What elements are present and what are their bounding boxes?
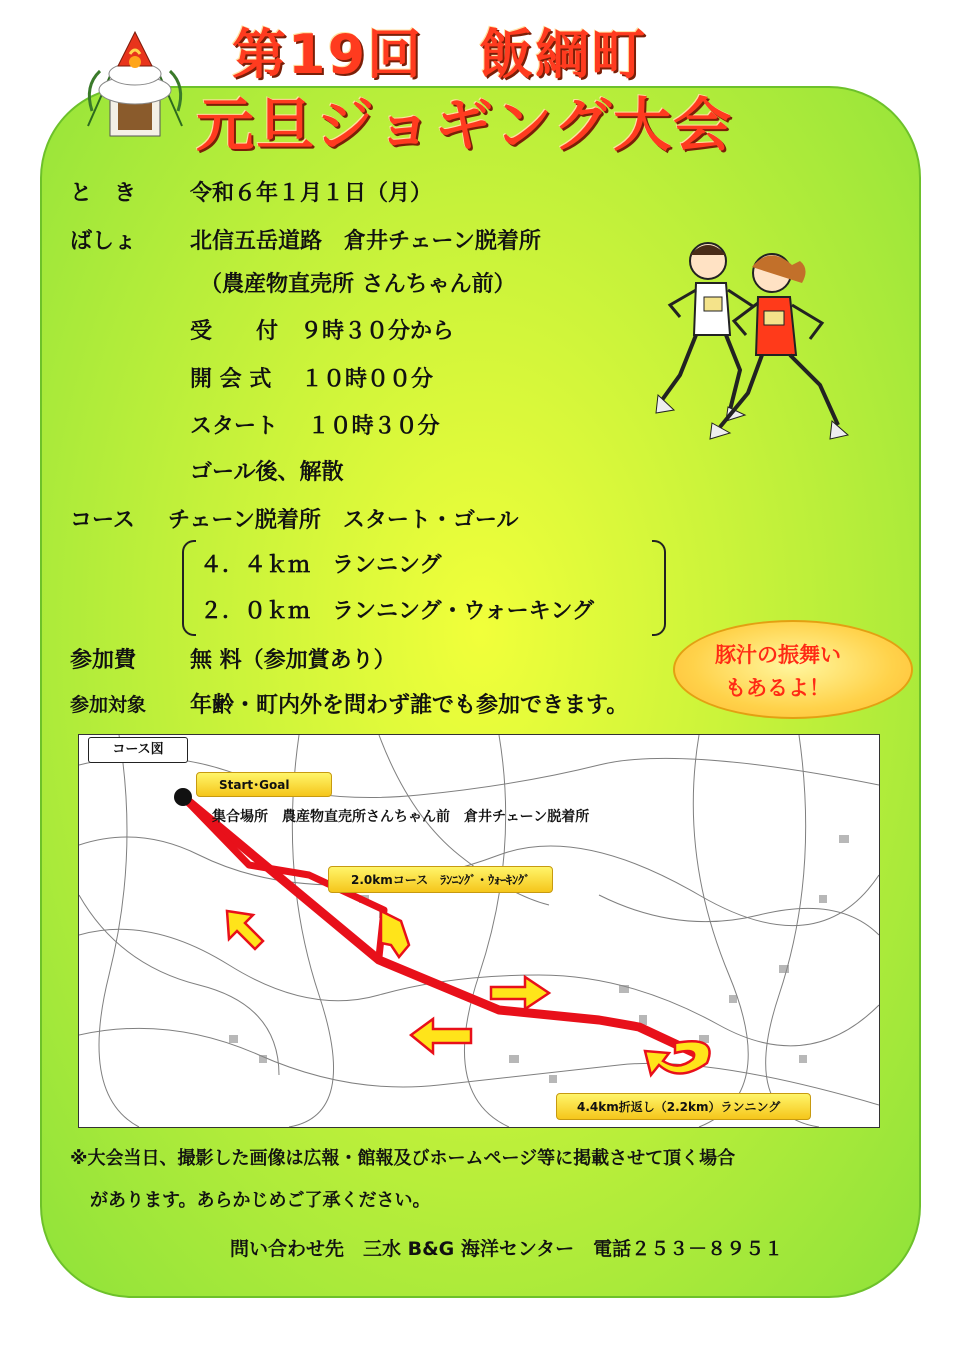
bubble-line-1: 豚汁の振舞い <box>715 643 841 667</box>
fee-label: 参加費 <box>70 648 137 673</box>
bubble-line-2: もあるよ！ <box>725 676 830 700</box>
place-label: ばしょ <box>70 229 137 254</box>
course-4-4km-label: 4.4km折返し（2.2km）ランニング <box>556 1093 811 1120</box>
course-2km-label: 2.0kmコース ﾗﾝﾆﾝｸﾞ・ｳｫｰｷﾝｸﾞ <box>328 866 553 893</box>
course-value: チェーン脱着所 スタート・ゴール <box>168 508 519 533</box>
course-map-tag: コース図 <box>88 737 188 763</box>
photo-notice-line-1: ※大会当日、撮影した画像は広報・館報及びホームページ等に掲載させて頂く場合 <box>70 1148 736 1169</box>
title-line-2: 元旦ジョギング大会 <box>196 91 734 159</box>
photo-notice-line-2: があります。あらかじめご了承ください。 <box>90 1190 431 1211</box>
place-sub: （農産物直売所 さんちゃん前） <box>200 272 516 297</box>
date-label: と き <box>70 181 137 206</box>
start-goal-label: Start･Goal <box>196 772 332 797</box>
contact-info: 問い合わせ先 三水 B&G 海洋センター 電話２５３－８９５１ <box>230 1238 784 1260</box>
runners-illustration-icon <box>650 235 860 450</box>
course-brace-right <box>652 540 666 636</box>
dismiss-note: ゴール後、解散 <box>190 460 344 485</box>
reception-time: 受 付 ９時３０分から <box>190 319 455 344</box>
date-value: 令和６年１月１日（月） <box>190 181 433 206</box>
start-time: スタート １０時３０分 <box>190 414 440 439</box>
kagami-mochi-icon <box>80 16 190 146</box>
course-label: コース <box>70 508 135 533</box>
place-value: 北信五岳道路 倉井チェーン脱着所 <box>190 229 541 254</box>
opening-time: 開 会 式 １０時００分 <box>190 367 433 392</box>
course-2-0km: ２．０ｋｍ ランニング・ウォーキング <box>200 599 595 624</box>
fee-value: 無 料（参加賞あり） <box>190 648 396 673</box>
course-4-4km: ４．４ｋｍ ランニング <box>200 553 442 578</box>
target-value: 年齢・町内外を問わず誰でも参加できます。 <box>190 693 629 718</box>
target-label: 参加対象 <box>70 694 147 716</box>
tonjiru-bubble <box>673 620 913 719</box>
title-line-1: 第19回 飯綱町 <box>232 23 648 86</box>
meeting-place-label: 集合場所 農産物直売所さんちゃん前 倉井チェーン脱着所 <box>212 809 590 825</box>
course-brace-left <box>182 540 196 636</box>
